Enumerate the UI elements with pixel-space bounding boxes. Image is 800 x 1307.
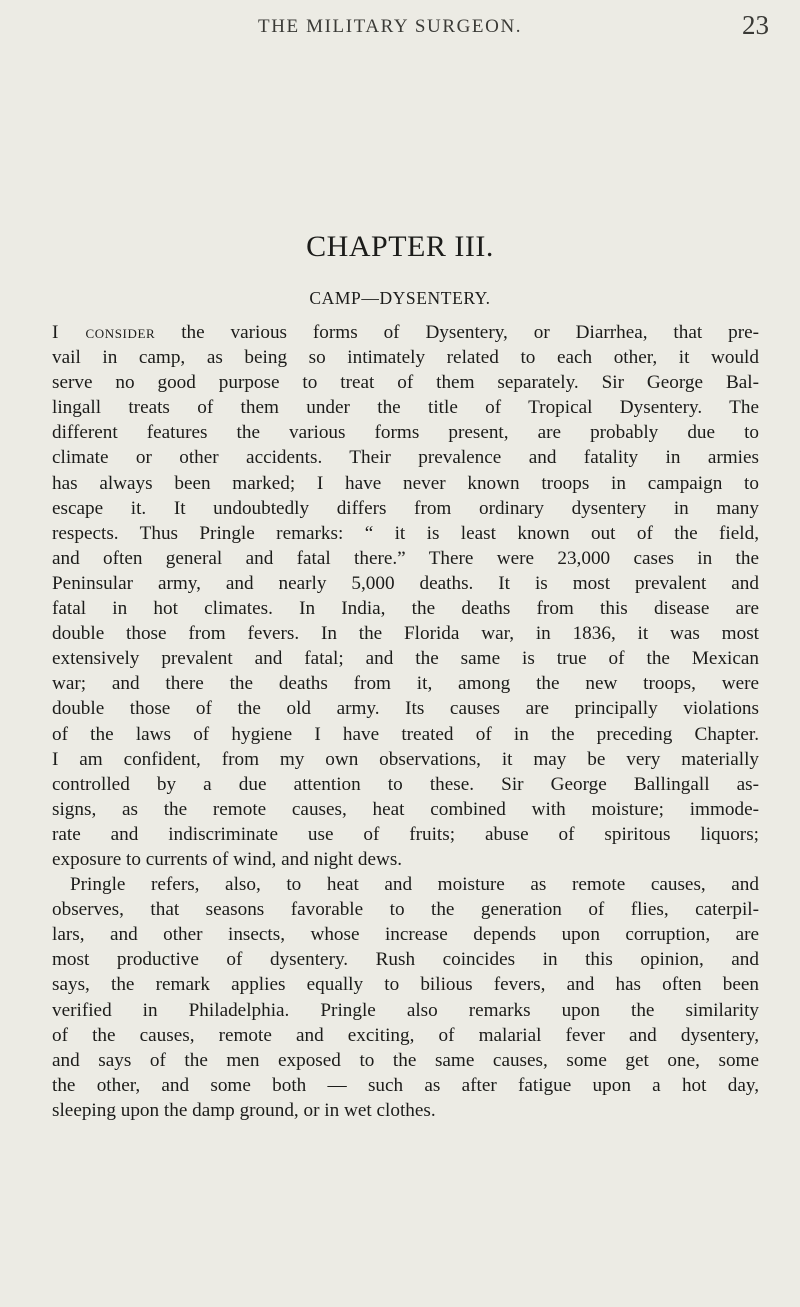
text-line: verified in Philadelphia. Pringle also remarks upon the similarity bbox=[52, 999, 759, 1021]
section-title: CAMP—DYSENTERY. bbox=[309, 288, 491, 308]
page-number: 23 bbox=[742, 10, 769, 40]
text-line: different features the various forms present, are probably due to bbox=[52, 422, 759, 444]
text-line: has always been marked; I have never known troops in campaign to bbox=[52, 472, 759, 494]
text-line: and often general and fatal there.” There were 23,000 cases in the bbox=[52, 547, 759, 569]
text-line: war; and there the deaths from it, among the new troops, were bbox=[52, 673, 759, 695]
text-line: exposure to currents of wind, and night dews. bbox=[52, 848, 403, 870]
text-line: I am confident, from my own observations, it may be very materially bbox=[52, 748, 759, 770]
lead-words: I consider bbox=[52, 322, 156, 343]
text-line: the other, and some both — such as after fatigue upon a hot day, bbox=[52, 1074, 759, 1096]
body-text bbox=[52, 320, 759, 1123]
text-line: double those of the old army. Its causes are principally violations bbox=[52, 698, 759, 720]
text-line: of the laws of hygiene I have treated of in the preceding Chapter. bbox=[52, 723, 759, 745]
text-line: of the causes, remote and exciting, of malarial fever and dysentery, bbox=[52, 1024, 759, 1046]
text-line: observes, that seasons favorable to the generation of flies, caterpil- bbox=[52, 899, 759, 921]
text-line: sleeping upon the damp ground, or in wet clothes. bbox=[52, 1099, 436, 1121]
paragraph-1 bbox=[52, 320, 759, 872]
text-line: respects. Thus Pringle remarks: “ it is least known out of the field, bbox=[52, 522, 759, 544]
text-line: most productive of dysentery. Rush coincides in this opinion, and bbox=[52, 949, 759, 971]
text-line: rate and indiscriminate use of fruits; abuse of spiritous liquors; bbox=[52, 823, 759, 845]
text-line: and says of the men exposed to the same causes, some get one, some bbox=[52, 1049, 759, 1071]
text-line: serve no good purpose to treat of them separately. Sir George Bal- bbox=[52, 372, 759, 394]
text-line: controlled by a due attention to these. Sir George Ballingall as- bbox=[52, 773, 759, 795]
text-line: lars, and other insects, whose increase depends upon corruption, are bbox=[52, 924, 759, 946]
text-line: signs, as the remote causes, heat combined with moisture; immode- bbox=[52, 798, 759, 820]
text-line: says, the remark applies equally to bilious fevers, and has often been bbox=[52, 974, 759, 996]
paragraph-2 bbox=[52, 872, 759, 1123]
running-head bbox=[0, 10, 800, 50]
text-line: extensively prevalent and fatal; and the same is true of the Mexican bbox=[52, 648, 759, 670]
text-line: double those from fevers. In the Florida war, in 1836, it was most bbox=[52, 623, 759, 645]
text-line: Pringle refers, also, to heat and moisture as remote causes, and bbox=[70, 874, 759, 896]
text-line: fatal in hot climates. In India, the deaths from this disease are bbox=[52, 598, 759, 620]
text-line: climate or other accidents. Their prevalence and fatality in armies bbox=[52, 447, 759, 469]
text-line: vail in camp, as being so intimately related to each other, it would bbox=[52, 347, 759, 369]
text-line: I consider the various forms of Dysentery, or Diarrhea, that pre- bbox=[52, 322, 759, 343]
text-line: escape it. It undoubtedly differs from ordinary dysentery in many bbox=[52, 497, 759, 519]
text-line: lingall treats of them under the title of Tropical Dysentery. The bbox=[52, 397, 759, 419]
text-line: Peninsular army, and nearly 5,000 deaths. It is most prevalent and bbox=[52, 572, 759, 594]
chapter-title: CHAPTER III. bbox=[306, 230, 494, 263]
running-title: THE MILITARY SURGEON. bbox=[258, 16, 523, 37]
